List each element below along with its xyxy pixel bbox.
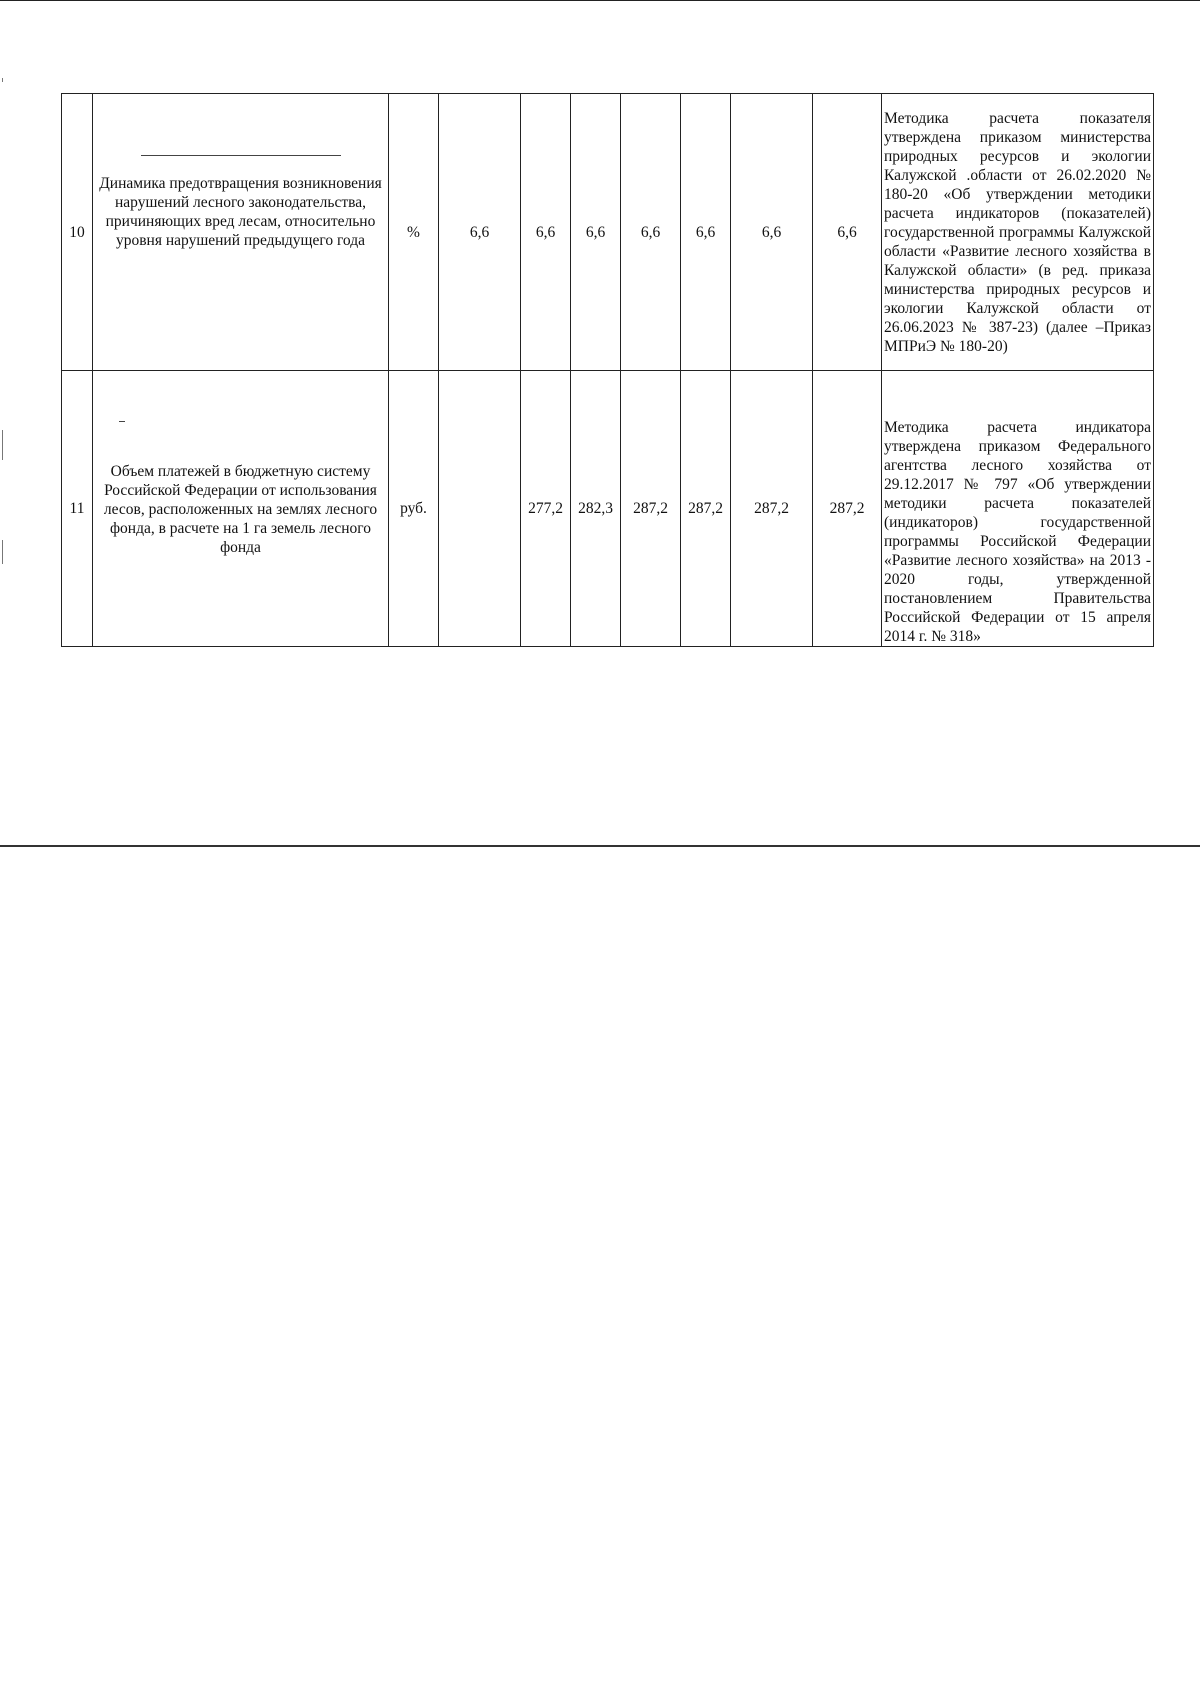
value-cell: 6,6 [439, 94, 521, 371]
scan-edge-top [0, 0, 1200, 1]
indicator-name-text: Динамика предотвращения возникновения нарушений лесного законодательства, причиняющих вред лесам, относительно уровня нарушений предыдущего года [99, 174, 382, 249]
row-number: 10 [62, 94, 93, 371]
table-row [62, 94, 1154, 371]
value-cell: 277,2 [521, 371, 571, 647]
scan-speck [2, 430, 3, 460]
value-cell: 287,2 [731, 371, 813, 647]
value-cell: 287,2 [813, 371, 882, 647]
scan-speck [2, 540, 3, 564]
value-cell: 6,6 [621, 94, 681, 371]
value-cell: 6,6 [731, 94, 813, 371]
row-number: 11 [62, 371, 93, 647]
scan-fold-line [0, 845, 1200, 847]
methodology-note: Методика расчета показателя утверждена приказом министерства природных ресурсов и экологии Калужской .области от 26.02.2020 № 180-20 «Об утверждении методики расчета индикаторов (показателей) государственной программы Калужской области «Развитие лесного хозяйства в Калужской области» (в ред. приказа министерства природных ресурсов и экологии Калужской области от 26.06.2023 № 387-23) (далее –Приказ МПРиЭ № 180-20) [882, 94, 1154, 371]
scan-speck [2, 78, 3, 82]
value-cell: 6,6 [521, 94, 571, 371]
scan-dash-mark [119, 421, 125, 422]
value-cell: 6,6 [813, 94, 882, 371]
value-cell: 6,6 [571, 94, 621, 371]
scan-dash-mark [141, 155, 341, 156]
indicator-name-text: Объем платежей в бюджетную систему Российской Федерации от использования лесов, расположенных на землях лесного фонда, в расчете на 1 га земель лесного фонда [103, 462, 378, 556]
indicator-name [93, 94, 389, 371]
value-cell [439, 371, 521, 647]
value-cell: 6,6 [681, 94, 731, 371]
unit-cell: руб. [389, 371, 439, 647]
unit-cell: % [389, 94, 439, 371]
table-row [62, 371, 1154, 647]
value-cell: 287,2 [681, 371, 731, 647]
indicators-table [61, 93, 1154, 647]
value-cell: 287,2 [621, 371, 681, 647]
methodology-note: Методика расчета индикатора утверждена приказом Федерального агентства лесного хозяйства от 29.12.2017 № 797 «Об утверждении методики расчета показателей (индикаторов) государственной программы Российской Федерации «Развитие лесного хозяйства» на 2013 - 2020 годы, утвержденной постановлением Правительства Российской Федерации от 15 апреля 2014 г. № 318» [882, 371, 1154, 647]
indicator-name [93, 371, 389, 647]
value-cell: 282,3 [571, 371, 621, 647]
